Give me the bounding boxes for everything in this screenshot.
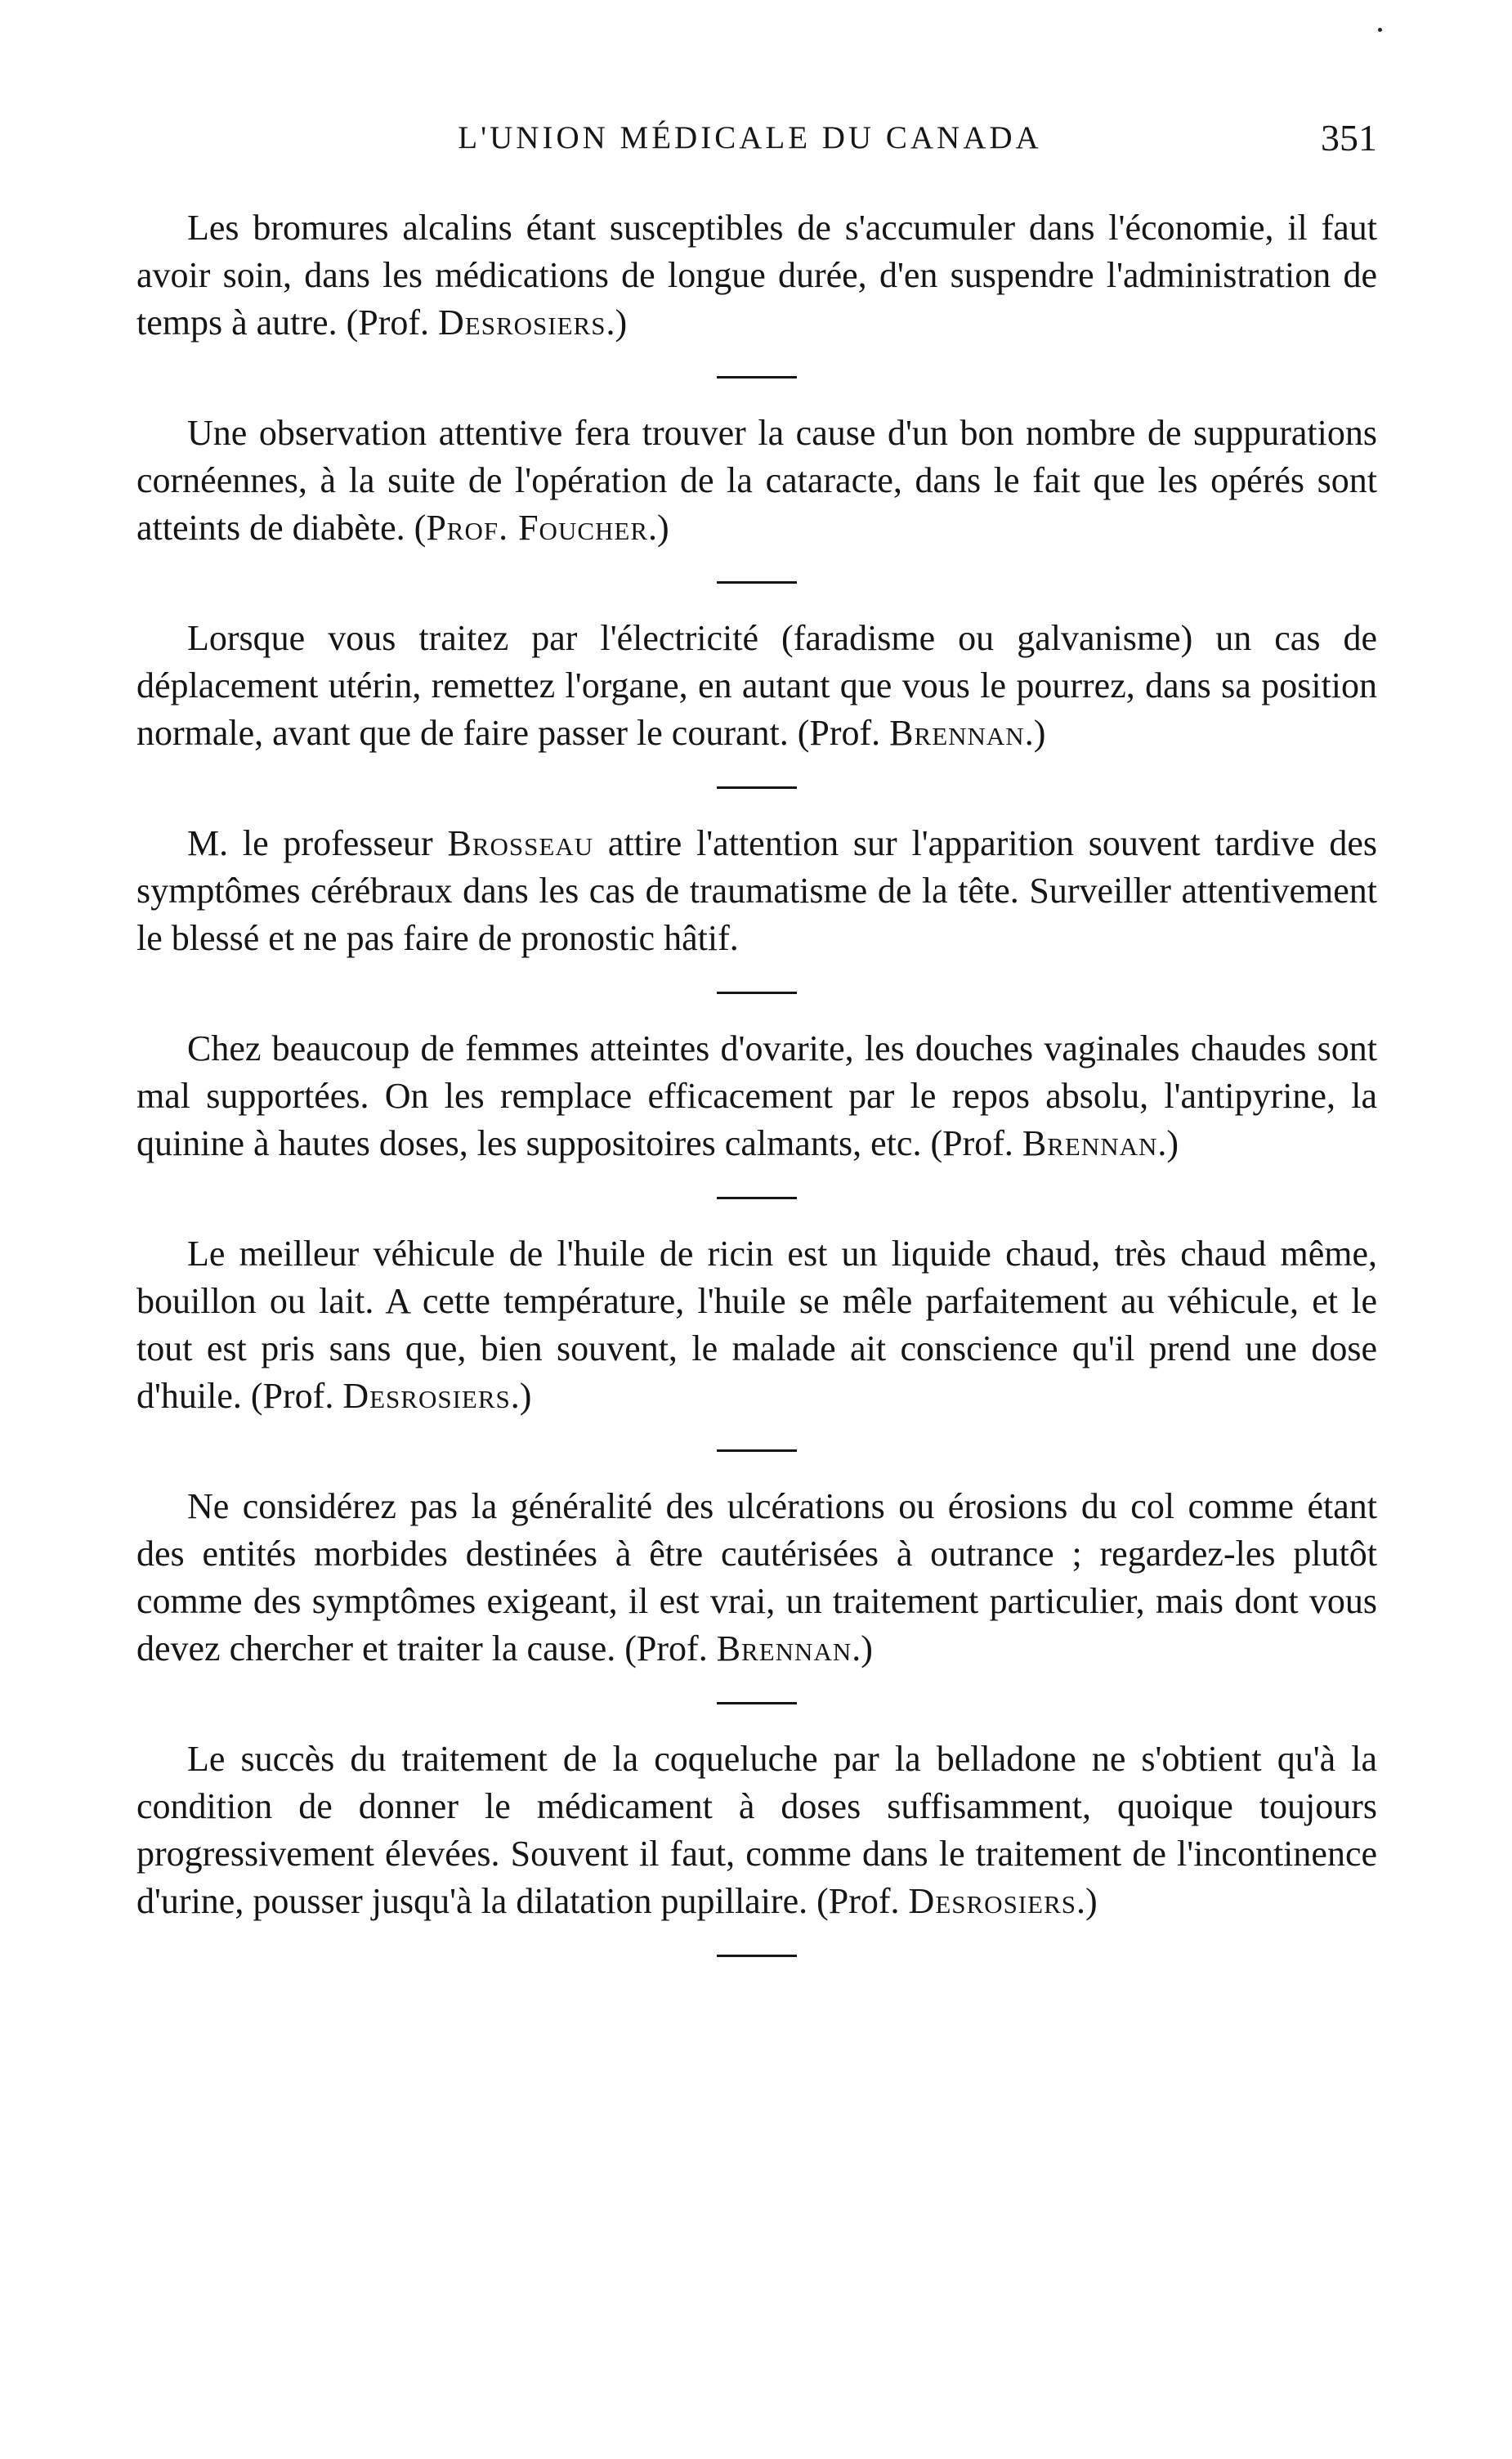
page-header xyxy=(123,119,1377,168)
author-name: Brennan xyxy=(1022,1123,1158,1163)
author-name: Brosseau xyxy=(447,823,594,863)
page-number: 351 xyxy=(1321,117,1377,159)
body-text xyxy=(136,204,1377,1988)
separator-rule xyxy=(717,376,797,378)
author-name: Desrosiers xyxy=(908,1881,1076,1921)
paragraph: Une observation attentive fera trouver la cause d'un bon nombre de suppurations cornéennes, à la suite de l'opération de la cataracte, dans le fait que les opérés sont atteints de diabète. (Prof. Foucher.) xyxy=(136,413,1377,548)
corner-mark xyxy=(1378,28,1382,32)
separator-rule xyxy=(717,1955,797,1957)
separator-rule xyxy=(717,1197,797,1199)
author-name: Desrosiers xyxy=(342,1376,511,1416)
paragraph: Le succès du traitement de la coqueluche par la belladone ne s'obtient qu'à la condition de donner le médicament à doses suffisamment, quoique toujours progressivement élevées. Souvent il faut, comme dans le traitement de l'incontinence d'urine, pousser jusqu'à la dilatation pupillaire. (Prof. Desrosiers.) xyxy=(136,1739,1377,1921)
paragraph: M. le professeur Brosseau attire l'attention sur l'apparition souvent tardive des symptômes cérébraux dans les cas de traumatisme de la tête. Surveiller attentivement le blessé et ne pas faire de pronostic hâtif. xyxy=(136,823,1378,958)
separator-rule xyxy=(717,1449,797,1452)
separator-rule xyxy=(717,581,797,584)
paragraph: Chez beaucoup de femmes atteintes d'ovarite, les douches vaginales chaudes sont mal supportées. On les remplace efficacement par le repos absolu, l'antipyrine, la quinine à hautes doses, les suppositoires calmants, etc. (Prof. Brennan.) xyxy=(136,1028,1377,1163)
running-title: L'UNION MÉDICALE DU CANADA xyxy=(458,120,1042,155)
separator-rule xyxy=(717,786,797,789)
paragraph: Le meilleur véhicule de l'huile de ricin est un liquide chaud, très chaud même, bouillon ou lait. A cette température, l'huile se mêle parfaitement au véhicule, et le tout est pris sans que, bien souvent, le malade ait conscience qu'il prend une dose d'huile. (Prof. Desrosiers.) xyxy=(136,1234,1377,1416)
author-name: Brennan xyxy=(716,1628,852,1668)
paragraph: Ne considérez pas la généralité des ulcérations ou érosions du col comme étant des entités morbides destinées à être cautérisées à outrance ; regardez-les plutôt comme des symptômes exigeant, il est vrai, un traitement particulier, mais dont vous devez chercher et traiter la cause. (Prof. Brennan.) xyxy=(136,1486,1377,1668)
paragraph: Les bromures alcalins étant susceptibles de s'accumuler dans l'économie, il faut avoir soin, dans les médications de longue durée, d'en suspendre l'administration de temps à autre. (Prof. Desrosiers.) xyxy=(136,208,1377,343)
separator-rule xyxy=(717,1702,797,1704)
author-name: Brennan xyxy=(889,713,1025,753)
author-name: Desrosiers xyxy=(438,302,606,343)
paragraph: Lorsque vous traitez par l'électricité (faradisme ou galvanisme) un cas de déplacement utérin, remettez l'organe, en autant que vous le pourrez, dans sa position normale, avant que de faire passer le courant. (Prof. Brennan.) xyxy=(136,618,1377,753)
separator-rule xyxy=(717,992,797,994)
author-name: Prof. Foucher xyxy=(426,508,649,548)
